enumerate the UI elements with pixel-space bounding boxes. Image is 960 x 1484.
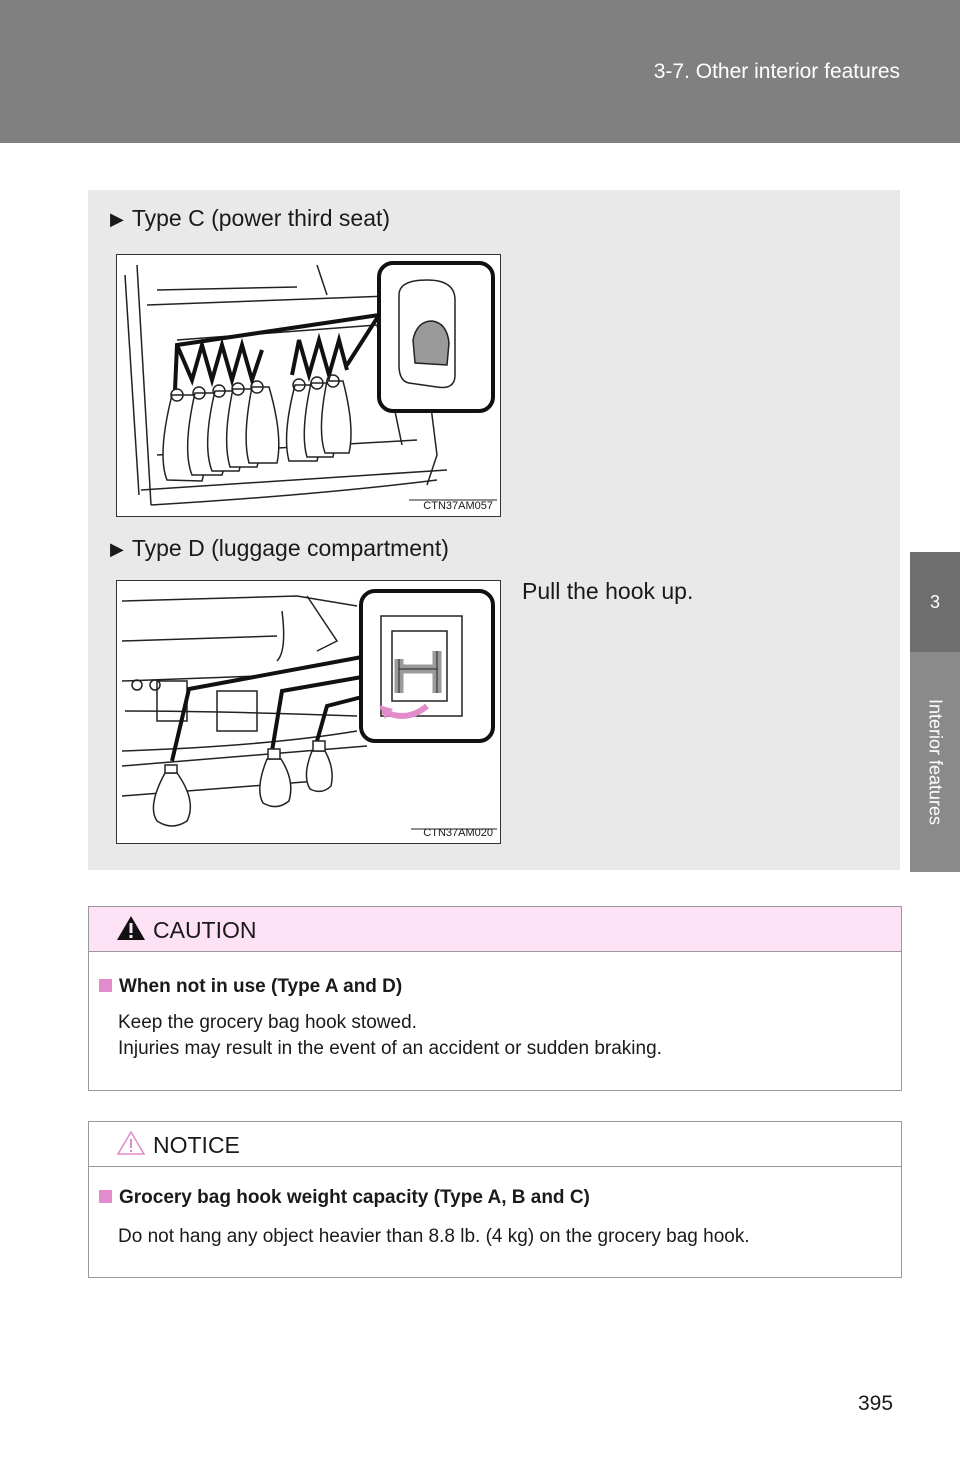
page-header bbox=[0, 0, 960, 143]
figure-code: CTN37AM057 bbox=[423, 500, 493, 512]
caution-title: CAUTION bbox=[153, 917, 257, 943]
square-bullet-icon bbox=[99, 979, 112, 992]
type-d-instruction: Pull the hook up. bbox=[522, 578, 694, 604]
type-c-figure bbox=[116, 254, 501, 517]
arrow-right-icon: ▶ bbox=[110, 539, 124, 559]
caution-subheading bbox=[99, 976, 402, 998]
notice-line: Do not hang any object heavier than 8.8 lb. (4 kg) on the grocery bag hook. bbox=[118, 1226, 750, 1247]
arrow-right-icon: ▶ bbox=[110, 209, 124, 229]
notice-header bbox=[89, 1122, 901, 1167]
type-d-heading bbox=[110, 535, 449, 562]
figure-code: CTN37AM020 bbox=[423, 827, 493, 839]
type-c-heading-text: Type C (power third seat) bbox=[131, 205, 391, 231]
section-title: 3-7. Other interior features bbox=[653, 60, 900, 83]
notice-subheading-text: Grocery bag hook weight capacity (Type A, B and C) bbox=[119, 1187, 590, 1208]
type-d-figure bbox=[116, 580, 501, 844]
caution-line: Keep the grocery bag hook stowed. bbox=[118, 1012, 417, 1033]
caution-text bbox=[118, 1010, 662, 1062]
notice-box bbox=[88, 1121, 902, 1278]
chapter-label: Interior features bbox=[925, 698, 946, 826]
warning-triangle-outline-icon bbox=[116, 1130, 146, 1156]
caution-header bbox=[89, 907, 901, 952]
notice-subheading bbox=[99, 1187, 590, 1209]
notice-text bbox=[118, 1224, 750, 1250]
page-number: 395 bbox=[858, 1392, 894, 1415]
type-d-illustration bbox=[117, 581, 500, 843]
type-c-heading bbox=[110, 205, 390, 232]
chapter-number: 3 bbox=[929, 592, 940, 612]
caution-subheading-text: When not in use (Type A and D) bbox=[119, 976, 403, 997]
warning-triangle-icon bbox=[116, 915, 146, 941]
caution-box bbox=[88, 906, 902, 1091]
chapter-tab-label bbox=[910, 652, 960, 872]
type-c-illustration bbox=[117, 255, 500, 516]
notice-title: NOTICE bbox=[153, 1132, 240, 1158]
square-bullet-icon bbox=[99, 1190, 112, 1203]
chapter-tab-number bbox=[910, 552, 960, 652]
type-d-heading-text: Type D (luggage compartment) bbox=[131, 535, 449, 561]
caution-line: Injuries may result in the event of an accident or sudden braking. bbox=[118, 1038, 662, 1059]
